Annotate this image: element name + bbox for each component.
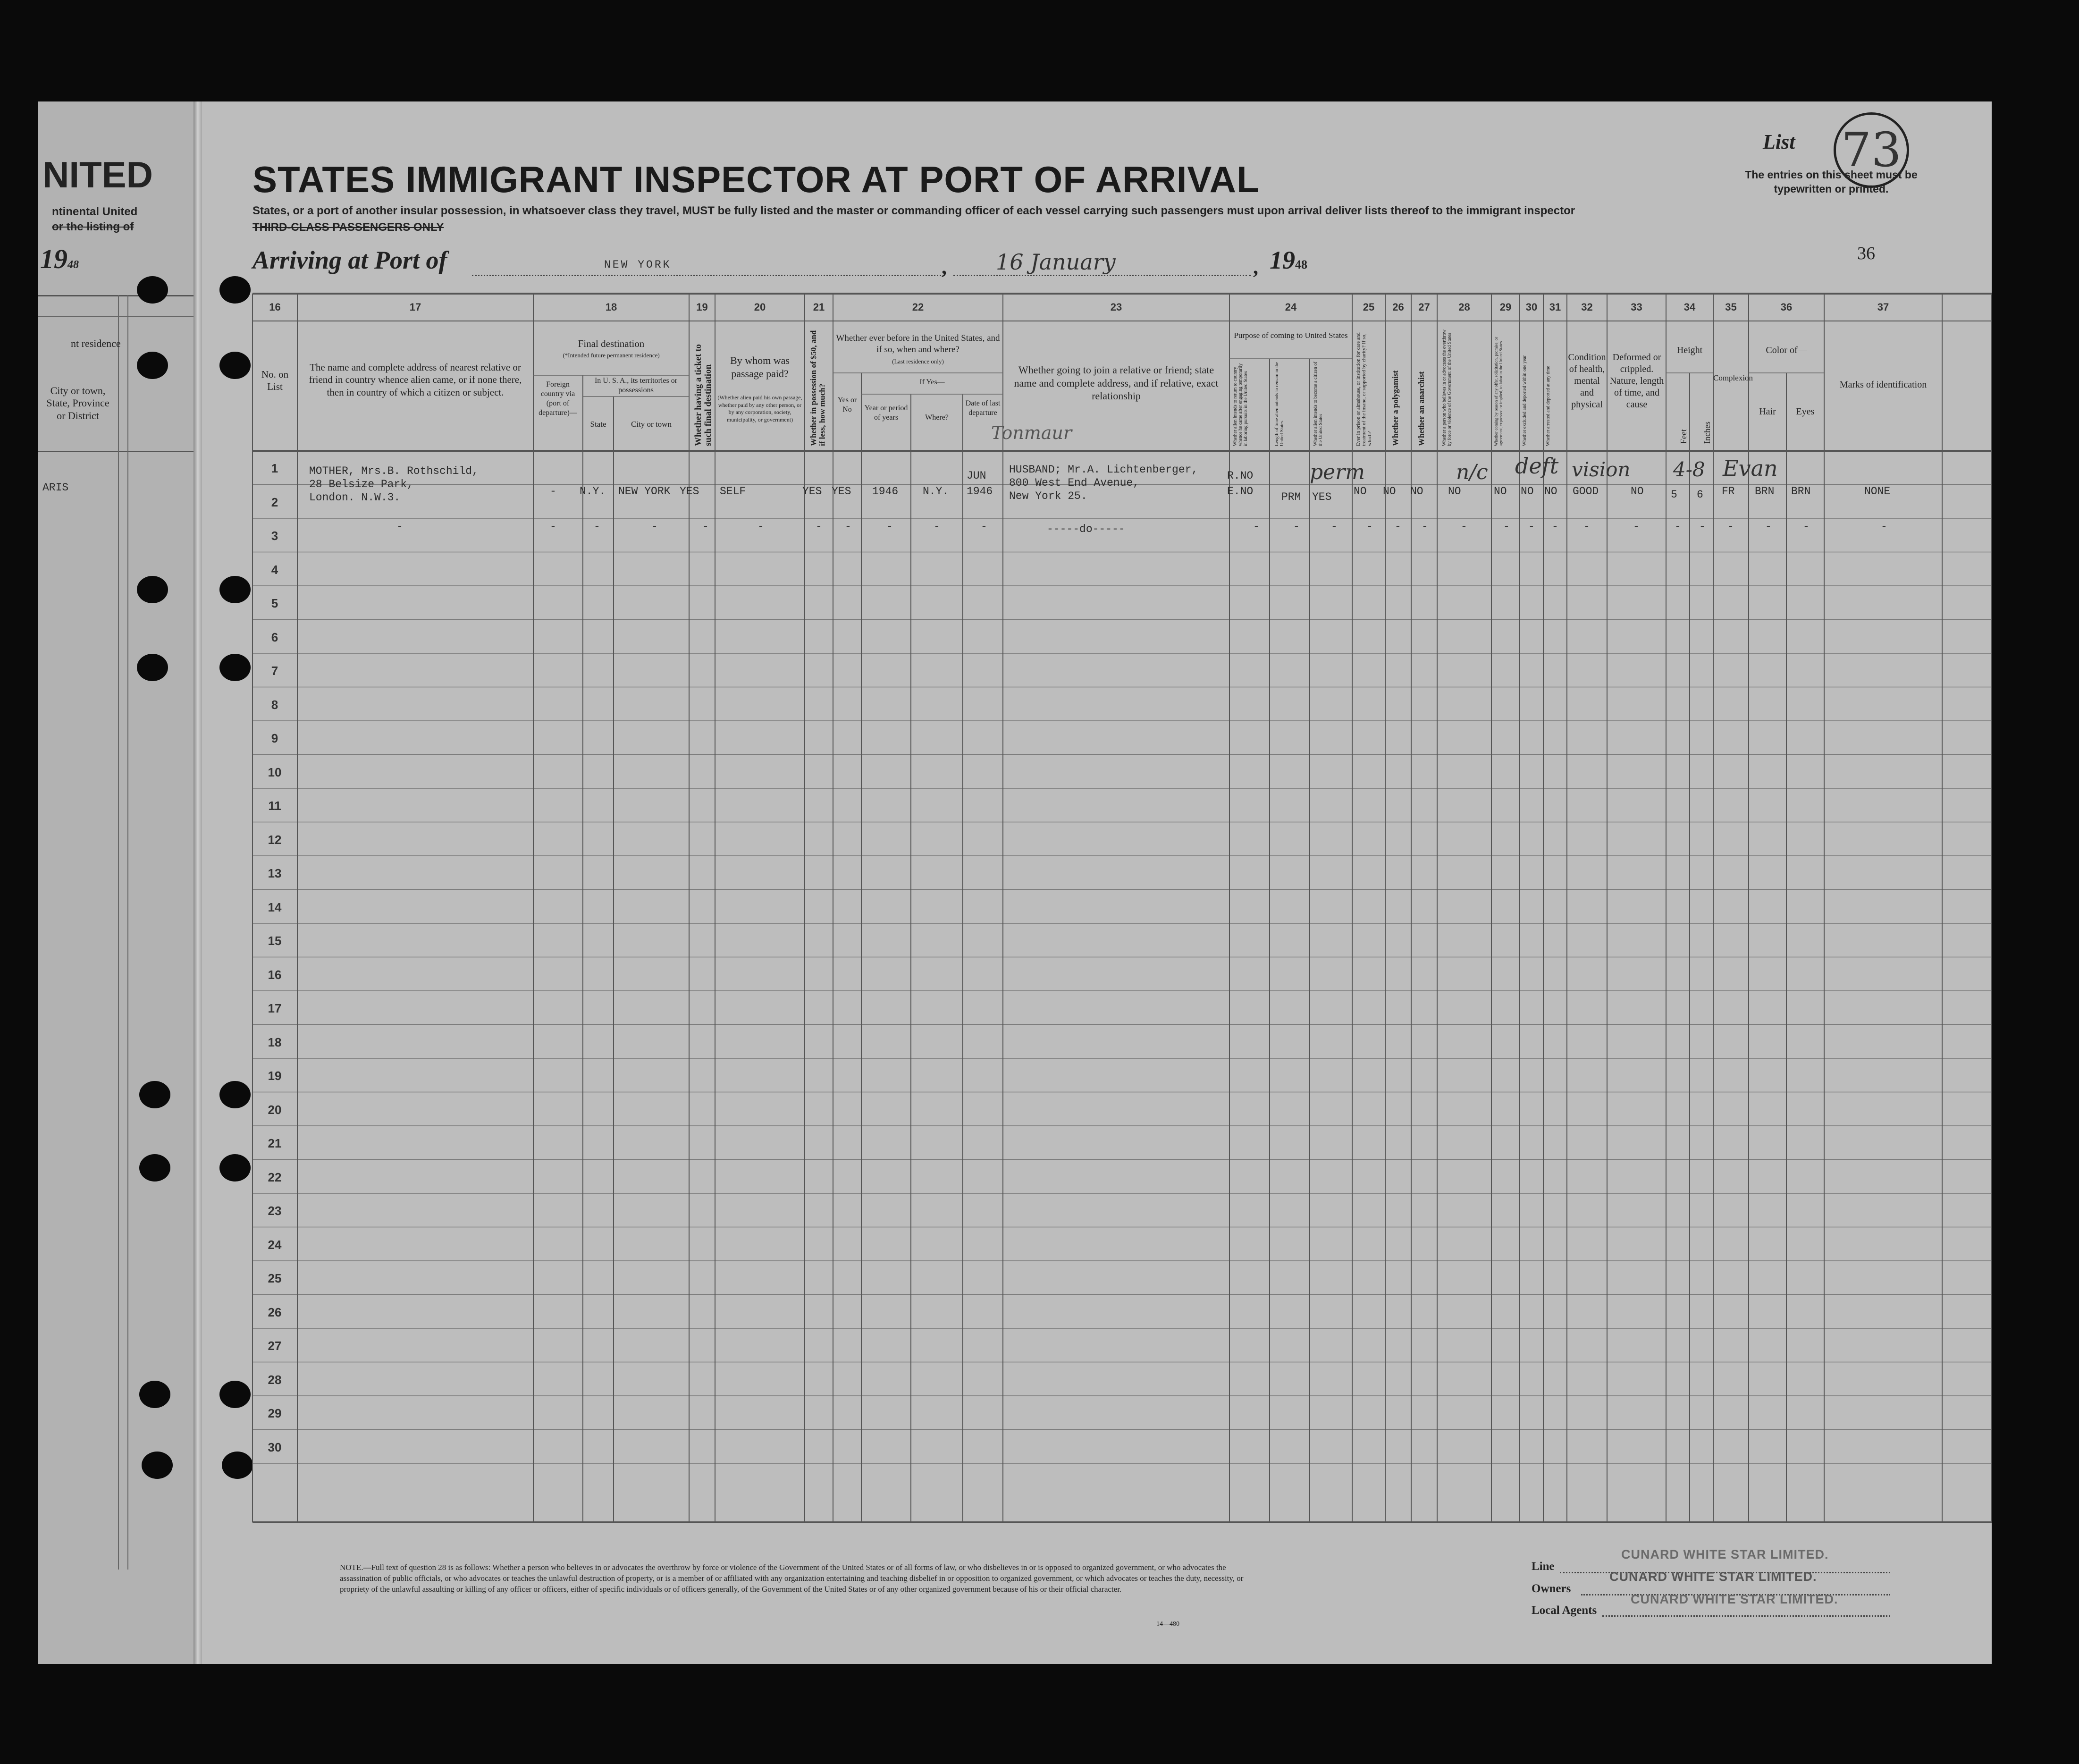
col-22-number: 22 [912, 301, 924, 313]
row2-dash: - [1552, 521, 1558, 533]
col-18-sub: (*Intended future permanent residence) [563, 352, 660, 359]
row-number: 27 [268, 1339, 282, 1353]
col-20-number: 20 [754, 301, 766, 313]
col-33-header: Deformed or crippled. Nature, length of time, and cause [1609, 352, 1664, 410]
col-27-header: Whether an anarchist [1417, 371, 1426, 446]
row2-dash: - [1803, 521, 1810, 533]
handwriting-top: Tonmaur [991, 422, 1072, 443]
row-number: 23 [268, 1204, 282, 1218]
row-number: 18 [268, 1035, 282, 1049]
join-line1: HUSBAND; Mr.A. Lichtenberger, [1009, 464, 1198, 476]
col-24-header: Purpose of coming to United States [1234, 331, 1348, 340]
row-number: 14 [268, 900, 282, 914]
join-line3: New York 25. [1009, 490, 1087, 502]
col-26-number: 26 [1392, 301, 1404, 313]
col-35-header: Complexion [1713, 373, 1753, 382]
row-number: 6 [271, 630, 278, 644]
port-value: NEW YORK [604, 259, 672, 271]
paid-by: SELF [720, 485, 746, 498]
row-number: 29 [268, 1406, 282, 1420]
row-number: 4 [271, 562, 278, 577]
col-18-usa: In U. S. A., its territories or possessions [594, 377, 678, 394]
hair-value: BRN [1755, 485, 1775, 498]
owners-stamp: CUNARD WHITE STAR LIMITED. [1609, 1570, 1817, 1584]
page-number: 36 [1857, 244, 1875, 263]
row2-dash: - [1395, 521, 1401, 533]
row-number: 20 [268, 1102, 282, 1117]
row2-dash: - [1503, 521, 1510, 533]
row-number: 8 [271, 697, 278, 712]
col-31-header: Whether arrested and deported at any time [1546, 366, 1551, 446]
purpose-return: R.NO [1227, 470, 1254, 482]
col-17-header: The name and complete address of nearest relative or friend in country whence alien came, or if none there, then in country of which a citizen or subject. [309, 362, 522, 398]
col-24-number: 24 [1285, 301, 1297, 313]
footer-note: NOTE.—Full text of question 28 is as follows: Whether a person who believes in or advocates the overthrow by force or violence of the Government of the United States or of all forms of law, or who disbelieves in or is opposed to organized government, or who advocates the assassination of public officials, or who advocates or teaches the unlawful destruction of property, or is a member of or affiliated with any organization entertaining and teaching disbelief in or opposition to organized government, or which advocates or teaches the duty, necessity, or propriety of the unlawful assaulting or killing of any officer or officers, either of specific individuals or of officers generally, of the Government of the United States or of any other organized government because of his or their official character. [340, 1563, 1244, 1594]
row-number: 7 [271, 664, 278, 678]
row-number: 11 [268, 799, 281, 813]
row-number: 19 [268, 1069, 282, 1083]
handwriting-deft: deft [1515, 453, 1559, 479]
row-number: 15 [268, 934, 282, 948]
row-number: 17 [268, 1001, 282, 1015]
row2-dash: - [1633, 521, 1640, 533]
col-28-number: 28 [1458, 301, 1470, 313]
line-label: Line [1532, 1560, 1555, 1573]
col-21-header: Whether in possession of $50, and if less, how much? [809, 330, 827, 446]
ticket-value: YES [680, 485, 699, 498]
page-title: STATES IMMIGRANT INSPECTOR AT PORT OF ARRIVAL [253, 159, 1260, 200]
col-29-header: Whether coming by reason of any offer, solicitation, promise, or agreement, expressed or implied, to labor in the United States [1494, 337, 1503, 446]
col-34-number: 34 [1683, 301, 1696, 313]
col-16-number: 16 [269, 301, 281, 313]
row2-dash: - [1331, 521, 1338, 533]
purpose-e: E.NO [1227, 485, 1254, 498]
dest-city: NEW YORK [618, 485, 671, 498]
row2-relative-dash: - [396, 521, 403, 533]
col-25-number: 25 [1363, 301, 1375, 313]
row2-dash: - [1583, 521, 1590, 533]
row2-dash: - [702, 521, 709, 533]
deformed-value: NO [1631, 485, 1644, 498]
labor-value: NO [1494, 485, 1507, 498]
row2-dash: - [1727, 521, 1734, 533]
row2-dash: - [1528, 521, 1535, 533]
row-number: 12 [268, 832, 282, 847]
polygamist-value: NO [1383, 485, 1396, 498]
col-32-header: Condition of health, mental and physical [1568, 352, 1606, 410]
col-23-number: 23 [1110, 301, 1122, 313]
row-number: 22 [268, 1170, 282, 1184]
row2-dash: - [550, 521, 556, 533]
left-header-fragment: NITED [42, 154, 153, 195]
join-line2: 800 West End Avenue, [1009, 477, 1140, 489]
length-value: PRM [1281, 491, 1301, 503]
col-31-number: 31 [1549, 301, 1561, 313]
row-number: 13 [268, 866, 282, 880]
line-stamp: CUNARD WHITE STAR LIMITED. [1621, 1547, 1829, 1561]
row2-dash: - [1881, 521, 1887, 533]
local-agents-stamp: CUNARD WHITE STAR LIMITED. [1631, 1592, 1838, 1606]
col-28-header: Whether a person who believes in or advocates the overthrow by force or violence of the Government of the United States [1442, 329, 1452, 446]
row2-dash: - [1293, 521, 1300, 533]
list-note: The entries on this sheet must be typewritten or printed. [1745, 169, 1918, 195]
col-19-header: Whether having a ticket to such final destination [693, 344, 713, 446]
owners-label: Owners [1532, 1582, 1571, 1595]
row-number: 16 [268, 967, 282, 982]
col-17-number: 17 [409, 301, 421, 313]
overthrow-value: NO [1448, 485, 1461, 498]
row2-join-ditto: -----do----- [1047, 523, 1125, 535]
row2-dash: - [1461, 521, 1467, 533]
col-36-hair: Hair [1759, 406, 1776, 417]
departure-month: JUN [967, 470, 986, 482]
row-number: 1 [271, 461, 278, 475]
row2-dash: - [981, 521, 987, 533]
row2-dash: - [1366, 521, 1373, 533]
eyes-value: BRN [1791, 485, 1811, 498]
left-fragment-line2: or the listing of [52, 220, 134, 233]
col-32-number: 32 [1581, 301, 1593, 313]
row-number: 24 [268, 1237, 282, 1252]
foreign-country: - [550, 485, 556, 498]
col-18-foreign: Foreign country via (port of departure)— [539, 380, 577, 417]
row2-dash: - [886, 521, 893, 533]
row2-dash: - [1253, 521, 1260, 533]
deported-value: NO [1544, 485, 1557, 498]
col-34-inches: Inches [1702, 422, 1712, 444]
col-22-yesno: Yes or No [837, 396, 857, 414]
handwriting-eval: Evan [1723, 456, 1778, 481]
row-number: 10 [268, 765, 282, 779]
row2-dash: - [594, 521, 600, 533]
col-22-where: Where? [925, 414, 949, 422]
excluded-value: NO [1521, 485, 1534, 498]
col-30-header: Whether excluded and deported within one year [1522, 355, 1527, 446]
col-27-number: 27 [1418, 301, 1430, 313]
col-18-number: 18 [605, 301, 617, 313]
row-number: 3 [271, 529, 278, 543]
height-inches: 6 [1697, 489, 1703, 501]
before-value: YES [832, 485, 851, 498]
handwriting-nc: n/c [1456, 460, 1488, 484]
col-24-citizen: Whether alien intends to become a citizen of the United States [1313, 362, 1323, 446]
col-22-departure: Date of last departure [965, 399, 1001, 417]
handwriting-height: 4-8 [1673, 458, 1705, 481]
arrival-year: 1948 [1270, 246, 1307, 274]
col-20-note: (Whether alien paid his own passage, whether paid by any other person, or by any corporation, society, municipality, or government) [717, 394, 802, 423]
row-number: 9 [271, 731, 278, 745]
col-36-eyes: Eyes [1796, 406, 1815, 417]
col-24-return: Whether alien intends to return to country whence he came after engaging temporarily in laboring pursuits in the United States [1233, 363, 1248, 446]
col-22-sub: (Last residence only) [892, 358, 944, 365]
relative-line3: London. N.W.3. [309, 491, 401, 504]
citizen-value: YES [1312, 491, 1332, 503]
anarchist-value: NO [1410, 485, 1423, 498]
left-row1-city: ARIS [42, 481, 69, 494]
col-22-ifyes: If Yes— [919, 378, 945, 386]
col-25-header: Ever in prison or almshouse, or institution for care and treatment of the insane, or supported by charity? If so, which? [1355, 332, 1373, 446]
col-20-header: By whom was passage paid? [730, 354, 790, 380]
left-year-fragment: 1948 [40, 244, 79, 274]
col-33-number: 33 [1631, 301, 1642, 313]
departure-year: 1946 [967, 485, 993, 498]
row2-dash: - [1422, 521, 1428, 533]
col-21-number: 21 [813, 301, 825, 313]
col-18-state: State [590, 420, 606, 429]
row2-dash: - [816, 521, 822, 533]
row2-dash: - [845, 521, 851, 533]
row-number: 2 [271, 495, 278, 509]
col-24-length: Length of time alien intends to remain in the United States [1274, 362, 1285, 446]
col-34-feet: Feet [1679, 429, 1688, 444]
col-36-number: 36 [1780, 301, 1793, 313]
col-26-header: Whether a polygamist [1391, 370, 1400, 446]
list-label: List [1763, 130, 1795, 153]
col-19-number: 19 [696, 301, 708, 313]
list-number: 73 [1834, 112, 1909, 188]
row2-dash: - [934, 521, 940, 533]
col-23-header: Whether going to join a relative or friend; state name and complete address, and if relative, exact relationship [1014, 364, 1219, 402]
col-22-header: Whether ever before in the United States, and if so, when and where? [836, 333, 1000, 354]
arrival-date: 16 January [996, 249, 1116, 275]
col-16-header: No. on List [261, 369, 289, 393]
col-35-number: 35 [1725, 301, 1737, 313]
col-18-header: Final destination [578, 338, 645, 349]
row-number: 5 [271, 596, 278, 610]
col-29-number: 29 [1499, 301, 1512, 313]
row2-dash: - [758, 521, 764, 533]
row-number: 25 [268, 1271, 282, 1285]
handwriting-vision: vision [1572, 458, 1631, 481]
row2-dash: - [1765, 521, 1772, 533]
dest-state: N.Y. [580, 485, 606, 498]
col-36-header: Color of— [1766, 345, 1807, 355]
prison-value: NO [1354, 485, 1367, 498]
relative-line2: 28 Belsize Park, [309, 478, 413, 490]
col-30-number: 30 [1525, 301, 1538, 313]
page-subtitle: States, or a port of another insular possession, in whatsoever class they travel, MUST be fully listed and the master or commanding officer of each vessel carrying such passengers must upon arrival deliver lists thereof to the immigrant inspector [253, 204, 1575, 217]
col-34-header: Height [1676, 345, 1703, 355]
row2-dash: - [651, 521, 658, 533]
health-value: GOOD [1573, 485, 1599, 498]
col-37-header: Marks of identification [1839, 380, 1927, 390]
row-number: 30 [268, 1440, 282, 1454]
year-value: 1946 [872, 485, 899, 498]
height-feet: 5 [1671, 489, 1677, 501]
where-value: N.Y. [923, 485, 949, 498]
relative-line1: MOTHER, Mrs.B. Rothschild, [309, 465, 479, 477]
row-number: 21 [268, 1136, 282, 1150]
row2-dash: - [1699, 521, 1706, 533]
form-number: 14—480 [1156, 1621, 1179, 1628]
col-22-year: Year or period of years [864, 404, 908, 422]
row2-dash: - [1675, 521, 1681, 533]
arriving-label: Arriving at Port of [253, 246, 447, 274]
local-agents-label: Local Agents [1532, 1604, 1597, 1617]
left-city-header: City or town, State, Province or District [46, 385, 109, 422]
left-fragment-line1: ntinental United [52, 205, 138, 218]
col-37-number: 37 [1877, 301, 1889, 313]
money-value: YES [802, 485, 822, 498]
complexion-value: FR [1722, 485, 1735, 498]
handwriting-perm: perm [1310, 460, 1365, 484]
marks-value: NONE [1864, 485, 1891, 498]
col-18-city: City or town [631, 420, 672, 429]
row-number: 26 [268, 1305, 282, 1319]
row-number: 28 [268, 1372, 282, 1387]
left-residence-header: nt residence [71, 338, 121, 349]
page-subtitle-class: THIRD-CLASS PASSENGERS ONLY [253, 221, 444, 234]
